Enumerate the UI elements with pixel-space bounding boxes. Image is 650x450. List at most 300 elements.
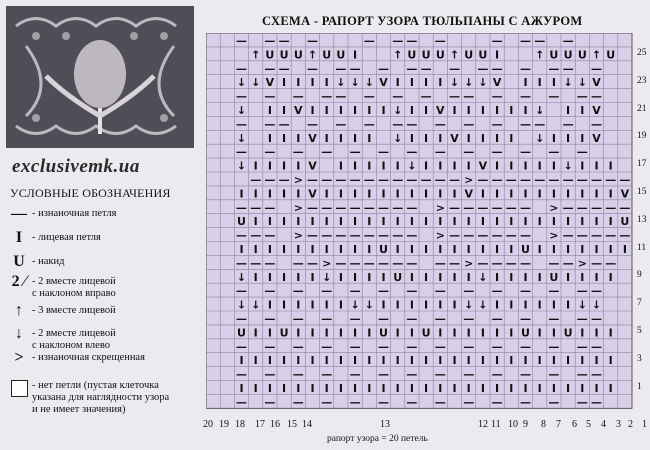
legend-symbol: >: [14, 349, 24, 366]
chart-cell-symbol: I: [367, 242, 372, 256]
chart-cell-symbol: I: [267, 131, 272, 145]
chart-cell-symbol: I: [466, 131, 471, 145]
chart-cell-symbol: —: [349, 145, 361, 159]
chart-cell-symbol: —: [491, 173, 503, 187]
chart-cell-symbol: —: [349, 256, 361, 270]
row-label: 13: [637, 214, 647, 225]
chart-cell-symbol: I: [495, 215, 500, 229]
chart-cell-symbol: —: [363, 117, 375, 131]
column-label: 9: [523, 419, 528, 430]
empty-cell-icon: [11, 380, 28, 397]
chart-cell-symbol: U: [549, 270, 559, 284]
chart-cell-symbol: I: [438, 215, 443, 229]
chart-cell-symbol: I: [338, 381, 343, 395]
chart-cell-symbol: I: [495, 381, 500, 395]
column-label: 5: [586, 419, 591, 430]
chart-cell-symbol: I: [452, 326, 457, 340]
chart-cell-symbol: —: [505, 229, 517, 243]
chart-cell-symbol: >: [293, 201, 303, 215]
chart-cell-symbol: —: [491, 229, 503, 243]
chart-cell-symbol: I: [438, 381, 443, 395]
chart-cell-symbol: I: [367, 270, 372, 284]
chart-cell-symbol: —: [335, 117, 347, 131]
chart-cell-symbol: I: [452, 215, 457, 229]
chart-cell-symbol: I: [296, 159, 301, 173]
chart-cell-symbol: I: [253, 326, 258, 340]
chart-cell-symbol: —: [605, 229, 617, 243]
chart-cell-symbol: I: [438, 131, 443, 145]
chart-cell-symbol: I: [452, 270, 457, 284]
chart-cell-symbol: V: [464, 187, 473, 201]
chart-cell-symbol: —: [576, 395, 588, 409]
chart-cell-symbol: I: [551, 298, 556, 312]
chart-cell-symbol: I: [239, 381, 244, 395]
chart-cell-symbol: —: [605, 173, 617, 187]
chart-cell-symbol: I: [537, 215, 542, 229]
chart-cell-symbol: V: [592, 76, 601, 90]
chart-cell-symbol: I: [310, 354, 315, 368]
chart-cell-symbol: U: [237, 326, 246, 340]
legend-symbol: U: [13, 253, 25, 270]
legend-symbol: 2 ⁄: [11, 273, 27, 290]
chart-cell-symbol: I: [310, 76, 315, 90]
chart-cell-symbol: —: [321, 90, 333, 104]
chart-cell-symbol: —: [335, 201, 347, 215]
chart-cell-symbol: I: [296, 354, 301, 368]
chart-cell-symbol: I: [551, 131, 556, 145]
chart-cell-symbol: I: [395, 159, 400, 173]
chart-cell-symbol: —: [434, 284, 446, 298]
chart-cell-symbol: I: [551, 242, 556, 256]
chart-cell-symbol: I: [253, 242, 258, 256]
chart-cell-symbol: —: [534, 173, 546, 187]
chart-cell-symbol: >: [549, 229, 559, 243]
chart-cell-symbol: —: [520, 90, 531, 104]
chart-cell-symbol: I: [523, 298, 528, 312]
chart-cell-symbol: I: [580, 159, 585, 173]
chart-cell-symbol: I: [424, 381, 429, 395]
chart-cell-symbol: I: [338, 103, 343, 117]
chart-cell-symbol: I: [594, 326, 599, 340]
chart-cell-symbol: —: [420, 173, 432, 187]
chart-cell-symbol: —: [349, 284, 361, 298]
chart-cell-symbol: >: [464, 173, 474, 187]
chart-cell-symbol: ↓: [393, 131, 403, 145]
chart-cell-symbol: —: [335, 256, 347, 270]
column-label: 13: [380, 419, 390, 430]
chart-cell-symbol: —: [434, 145, 446, 159]
chart-cell-symbol: I: [338, 270, 343, 284]
chart-cell-symbol: I: [424, 159, 429, 173]
chart-cell-symbol: I: [324, 381, 329, 395]
chart-cell-symbol: I: [537, 270, 542, 284]
chart-cell-symbol: —: [591, 90, 602, 104]
chart-cell-symbol: —: [292, 368, 304, 382]
legend-heading: УСЛОВНЫЕ ОБОЗНАЧЕНИЯ: [10, 186, 171, 200]
chart-cell-symbol: I: [353, 381, 358, 395]
chart-cell-symbol: —: [477, 229, 489, 243]
chart-cell-symbol: —: [264, 34, 276, 48]
chart-cell-symbol: —: [349, 229, 361, 243]
legend-text: - 2 вместе лицевой с наклоном влево: [32, 328, 116, 351]
chart-cell-symbol: ↓: [478, 270, 488, 284]
chart-cell-symbol: I: [495, 242, 500, 256]
chart-cell-symbol: I: [495, 270, 500, 284]
chart-cell-symbol: —: [520, 340, 531, 354]
chart-cell-symbol: —: [548, 312, 560, 326]
chart-cell-symbol: I: [509, 242, 514, 256]
chart-cell-symbol: —: [378, 173, 389, 187]
chart-cell-symbol: I: [338, 131, 343, 145]
chart-cell-symbol: —: [321, 229, 333, 243]
chart-cell-symbol: —: [434, 34, 446, 48]
chart-cell-symbol: I: [367, 187, 372, 201]
chart-cell-symbol: I: [381, 270, 386, 284]
chart-cell-symbol: I: [338, 242, 343, 256]
chart-cell-symbol: I: [452, 381, 457, 395]
chart-cell-symbol: —: [420, 90, 432, 104]
column-label: 14: [302, 419, 312, 430]
chart-cell-symbol: ↓: [464, 76, 474, 90]
chart-cell-symbol: —: [236, 34, 247, 48]
chart-cell-symbol: I: [282, 103, 287, 117]
chart-cell-symbol: I: [495, 48, 500, 62]
chart-cell-symbol: —: [321, 284, 333, 298]
chart-cell-symbol: I: [551, 381, 556, 395]
chart-cell-symbol: —: [605, 201, 617, 215]
chart-cell-symbol: U: [421, 48, 431, 62]
chart-cell-symbol: I: [424, 103, 429, 117]
column-label: 15: [287, 419, 297, 430]
chart-cell-symbol: I: [438, 298, 443, 312]
chart-cell-symbol: ↑: [449, 48, 460, 62]
chart-cell-symbol: I: [353, 103, 358, 117]
chart-cell-symbol: I: [466, 242, 471, 256]
chart-cell-symbol: I: [381, 103, 386, 117]
chart-cell-symbol: U: [279, 48, 289, 62]
chart-cell-symbol: I: [424, 270, 429, 284]
chart-cell-symbol: —: [463, 117, 475, 131]
chart-cell-symbol: I: [566, 187, 571, 201]
chart-cell-symbol: I: [424, 131, 429, 145]
chart-cell-symbol: —: [392, 201, 404, 215]
chart-cell-symbol: I: [282, 270, 287, 284]
chart-cell-symbol: —: [378, 201, 389, 215]
chart-cell-symbol: I: [452, 103, 457, 117]
chart-cell-symbol: I: [324, 76, 329, 90]
chart-cell-symbol: I: [282, 381, 287, 395]
chart-cell-symbol: —: [477, 62, 489, 76]
chart-cell-symbol: U: [563, 326, 573, 340]
chart-cell-symbol: I: [608, 354, 613, 368]
chart-cell-symbol: —: [449, 173, 460, 187]
chart-cell-symbol: —: [520, 395, 531, 409]
chart-cell-symbol: ↓: [236, 270, 247, 284]
chart-cell-symbol: —: [264, 284, 276, 298]
legend-text-line2: с наклоном влево: [32, 340, 110, 351]
chart-cell-symbol: ↓: [364, 76, 374, 90]
chart-cell-symbol: —: [548, 62, 560, 76]
chart-cell-symbol: I: [353, 242, 358, 256]
row-label: 3: [637, 353, 642, 364]
chart-cell-symbol: ↓: [577, 76, 587, 90]
chart-cell-symbol: —: [292, 340, 304, 354]
chart-cell-symbol: ↓: [364, 298, 374, 312]
chart-cell-symbol: —: [491, 117, 503, 131]
chart-cell-symbol: I: [367, 215, 372, 229]
chart-cell-symbol: —: [562, 62, 574, 76]
chart-cell-symbol: I: [480, 326, 485, 340]
legend-text: - нет петли (пустая клеточка указана для наглядности узора и не имеет значения): [32, 380, 170, 415]
chart-cell-symbol: I: [409, 215, 414, 229]
legend-text: - 3 вместе лицевой: [32, 305, 116, 316]
chart-cell-symbol: I: [409, 187, 414, 201]
chart-cell-symbol: U: [435, 48, 445, 62]
chart-cell-symbol: —: [591, 62, 602, 76]
chart-cell-symbol: —: [363, 34, 375, 48]
chart-cell-symbol: I: [282, 242, 287, 256]
chart-cell-symbol: —: [250, 256, 262, 270]
chart-cell-symbol: V: [308, 131, 317, 145]
chart-cell-symbol: I: [509, 354, 514, 368]
chart-cell-symbol: ↓: [478, 76, 488, 90]
chart-cell-symbol: I: [409, 103, 414, 117]
chart-cell-symbol: I: [594, 354, 599, 368]
chart-cell-symbol: —: [406, 145, 418, 159]
chart-cell-symbol: —: [434, 312, 446, 326]
chart-cell-symbol: —: [605, 256, 617, 270]
chart-cell-symbol: —: [520, 229, 531, 243]
chart-cell-symbol: ↓: [236, 131, 247, 145]
chart-cell-symbol: —: [591, 173, 602, 187]
chart-cell-symbol: U: [606, 48, 616, 62]
chart-cell-symbol: I: [267, 159, 272, 173]
chart-cell-symbol: —: [236, 229, 247, 243]
chart-cell-symbol: —: [520, 368, 531, 382]
chart-cell-symbol: ↑: [251, 48, 261, 62]
chart-cell-symbol: U: [521, 326, 530, 340]
chart-cell-symbol: I: [353, 354, 358, 368]
chart-cell-symbol: —: [562, 117, 574, 131]
row-label: 9: [637, 270, 642, 281]
chart-cell-symbol: —: [378, 229, 389, 243]
chart-cell-symbol: I: [381, 159, 386, 173]
column-label: 3: [616, 419, 621, 430]
chart-cell-symbol: —: [534, 117, 546, 131]
chart-cell-symbol: I: [594, 187, 599, 201]
chart-cell-symbol: —: [264, 256, 276, 270]
chart-cell-symbol: I: [608, 242, 613, 256]
chart-cell-symbol: I: [367, 326, 372, 340]
chart-cell-symbol: I: [253, 381, 258, 395]
chart-cell-symbol: I: [296, 131, 301, 145]
chart-cell-symbol: I: [310, 298, 315, 312]
row-label: 25: [637, 47, 647, 58]
chart-cell-symbol: —: [463, 145, 475, 159]
column-label: 1: [642, 419, 647, 430]
chart-cell-symbol: U: [336, 48, 346, 62]
chart-cell-symbol: I: [580, 187, 585, 201]
chart-cell-symbol: —: [278, 173, 290, 187]
chart-cell-symbol: —: [548, 340, 560, 354]
column-label: 8: [541, 419, 546, 430]
chart-cell-symbol: —: [321, 201, 333, 215]
chart-cell-symbol: I: [353, 131, 358, 145]
chart-cell-symbol: —: [349, 173, 361, 187]
chart-cell-symbol: I: [338, 354, 343, 368]
chart-cell-symbol: —: [520, 117, 531, 131]
chart-cell-symbol: I: [338, 298, 343, 312]
chart-cell-symbol: I: [239, 354, 244, 368]
chart-cell-symbol: I: [409, 242, 414, 256]
chart-cell-symbol: I: [296, 381, 301, 395]
column-label: 18: [235, 419, 245, 430]
legend-text: - 2 вместе лицевой с наклоном вправо: [32, 276, 116, 299]
chart-cell-symbol: —: [264, 117, 276, 131]
chart-cell-symbol: —: [335, 90, 347, 104]
column-label: 4: [601, 419, 606, 430]
chart-cell-symbol: —: [236, 145, 247, 159]
chart-cell-symbol: I: [594, 381, 599, 395]
chart-cell-symbol: U: [478, 48, 488, 62]
column-label: 12: [478, 419, 488, 430]
chart-cell-symbol: —: [491, 145, 503, 159]
chart-cell-symbol: —: [449, 256, 460, 270]
chart-cell-symbol: —: [548, 395, 560, 409]
column-label: 10: [508, 419, 518, 430]
chart-cell-symbol: —: [406, 340, 418, 354]
chart-cell-symbol: —: [363, 256, 375, 270]
column-label: 16: [270, 419, 280, 430]
chart-cell-symbol: I: [381, 215, 386, 229]
chart-cell-symbol: I: [438, 354, 443, 368]
chart-cell-symbol: —: [264, 201, 276, 215]
chart-cell-symbol: I: [466, 354, 471, 368]
chart-cell-symbol: —: [236, 395, 247, 409]
chart-cell-symbol: —: [236, 62, 247, 76]
chart-cell-symbol: I: [438, 242, 443, 256]
chart-cell-symbol: I: [480, 187, 485, 201]
chart-cell-symbol: —: [576, 201, 588, 215]
chart-cell-symbol: —: [264, 62, 276, 76]
column-label: 20: [203, 419, 213, 430]
chart-cell-symbol: —: [378, 256, 389, 270]
chart-cell-symbol: U: [393, 270, 403, 284]
chart-cell-symbol: —: [491, 201, 503, 215]
chart-cell-symbol: I: [282, 215, 287, 229]
chart-cell-symbol: I: [253, 354, 258, 368]
chart-cell-symbol: U: [577, 48, 587, 62]
chart-cell-symbol: —: [520, 284, 531, 298]
chart-cell-symbol: I: [537, 159, 542, 173]
chart-cell-symbol: —: [491, 256, 503, 270]
chart-cell-symbol: I: [395, 187, 400, 201]
chart-cell-symbol: I: [296, 326, 301, 340]
chart-cell-symbol: —: [278, 117, 290, 131]
chart-cell-symbol: U: [620, 215, 630, 229]
chart-cell-symbol: I: [466, 270, 471, 284]
chart-cell-symbol: I: [580, 326, 585, 340]
chart-cell-symbol: —: [591, 256, 602, 270]
chart-cell-symbol: I: [267, 354, 272, 368]
chart-cell-symbol: —: [378, 340, 389, 354]
chart-cell-symbol: —: [250, 201, 262, 215]
chart-cell-symbol: —: [349, 312, 361, 326]
chart-cell-symbol: —: [335, 229, 347, 243]
chart-cell-symbol: I: [580, 215, 585, 229]
chart-cell-symbol: —: [505, 201, 517, 215]
chart-cell-symbol: —: [591, 117, 602, 131]
chart-cell-symbol: I: [580, 354, 585, 368]
chart-cell-symbol: ↓: [563, 76, 573, 90]
chart-cell-symbol: I: [409, 76, 414, 90]
chart-cell-symbol: I: [381, 298, 386, 312]
row-label: 5: [637, 325, 642, 336]
chart-cell-symbol: I: [296, 76, 301, 90]
chart-cell-symbol: I: [296, 270, 301, 284]
chart-cell-symbol: U: [293, 48, 303, 62]
chart-cell-symbol: —: [278, 34, 290, 48]
chart-cell-symbol: —: [335, 173, 347, 187]
chart-cell-symbol: I: [495, 103, 500, 117]
chart-cell-symbol: I: [566, 131, 571, 145]
chart-cell-symbol: I: [324, 187, 329, 201]
chart-cell-symbol: U: [379, 242, 388, 256]
chart-cell-symbol: —: [434, 340, 446, 354]
chart-cell-symbol: —: [406, 201, 418, 215]
chart-cell-symbol: I: [480, 131, 485, 145]
chart-cell-symbol: —: [548, 284, 560, 298]
chart-cell-symbol: —: [576, 229, 588, 243]
chart-cell-symbol: —: [548, 256, 560, 270]
chart-cell-symbol: —: [335, 62, 347, 76]
chart-cell-symbol: —: [619, 173, 631, 187]
chart-cell-symbol: —: [548, 173, 560, 187]
chart-cell-symbol: —: [307, 229, 318, 243]
chart-cell-symbol: I: [367, 131, 372, 145]
chart-cell-symbol: >: [435, 201, 445, 215]
chart-cell-symbol: I: [438, 76, 443, 90]
chart-cell-symbol: I: [566, 270, 571, 284]
chart-cell-symbol: I: [480, 381, 485, 395]
chart-cell-symbol: —: [434, 173, 446, 187]
chart-cell-symbol: I: [395, 354, 400, 368]
chart-cell-symbol: V: [308, 159, 317, 173]
chart-cell-symbol: U: [265, 48, 275, 62]
chart-cell-symbol: I: [594, 270, 599, 284]
chart-cell-symbol: ↑: [393, 48, 403, 62]
chart-cell-symbol: ↓: [350, 298, 360, 312]
chart-cell-symbol: —: [562, 34, 574, 48]
chart-cell-symbol: I: [509, 103, 514, 117]
chart-cell-symbol: I: [282, 131, 287, 145]
legend-text: - накид: [32, 256, 65, 267]
chart-cell-symbol: I: [523, 159, 528, 173]
column-label: 7: [556, 419, 561, 430]
chart-cell-symbol: I: [409, 354, 414, 368]
chart-cell-symbol: I: [495, 354, 500, 368]
legend-text: - изнаночная скрещенная: [32, 352, 145, 363]
chart-cell-symbol: I: [466, 215, 471, 229]
chart-cell-symbol: I: [523, 215, 528, 229]
chart-cell-symbol: ↓: [393, 103, 403, 117]
chart-cell-symbol: —: [576, 312, 588, 326]
chart-cell-symbol: I: [310, 326, 315, 340]
chart-cell-symbol: I: [537, 326, 542, 340]
chart-cell-symbol: —: [491, 90, 503, 104]
chart-cell-symbol: U: [464, 48, 474, 62]
chart-cell-symbol: I: [338, 187, 343, 201]
